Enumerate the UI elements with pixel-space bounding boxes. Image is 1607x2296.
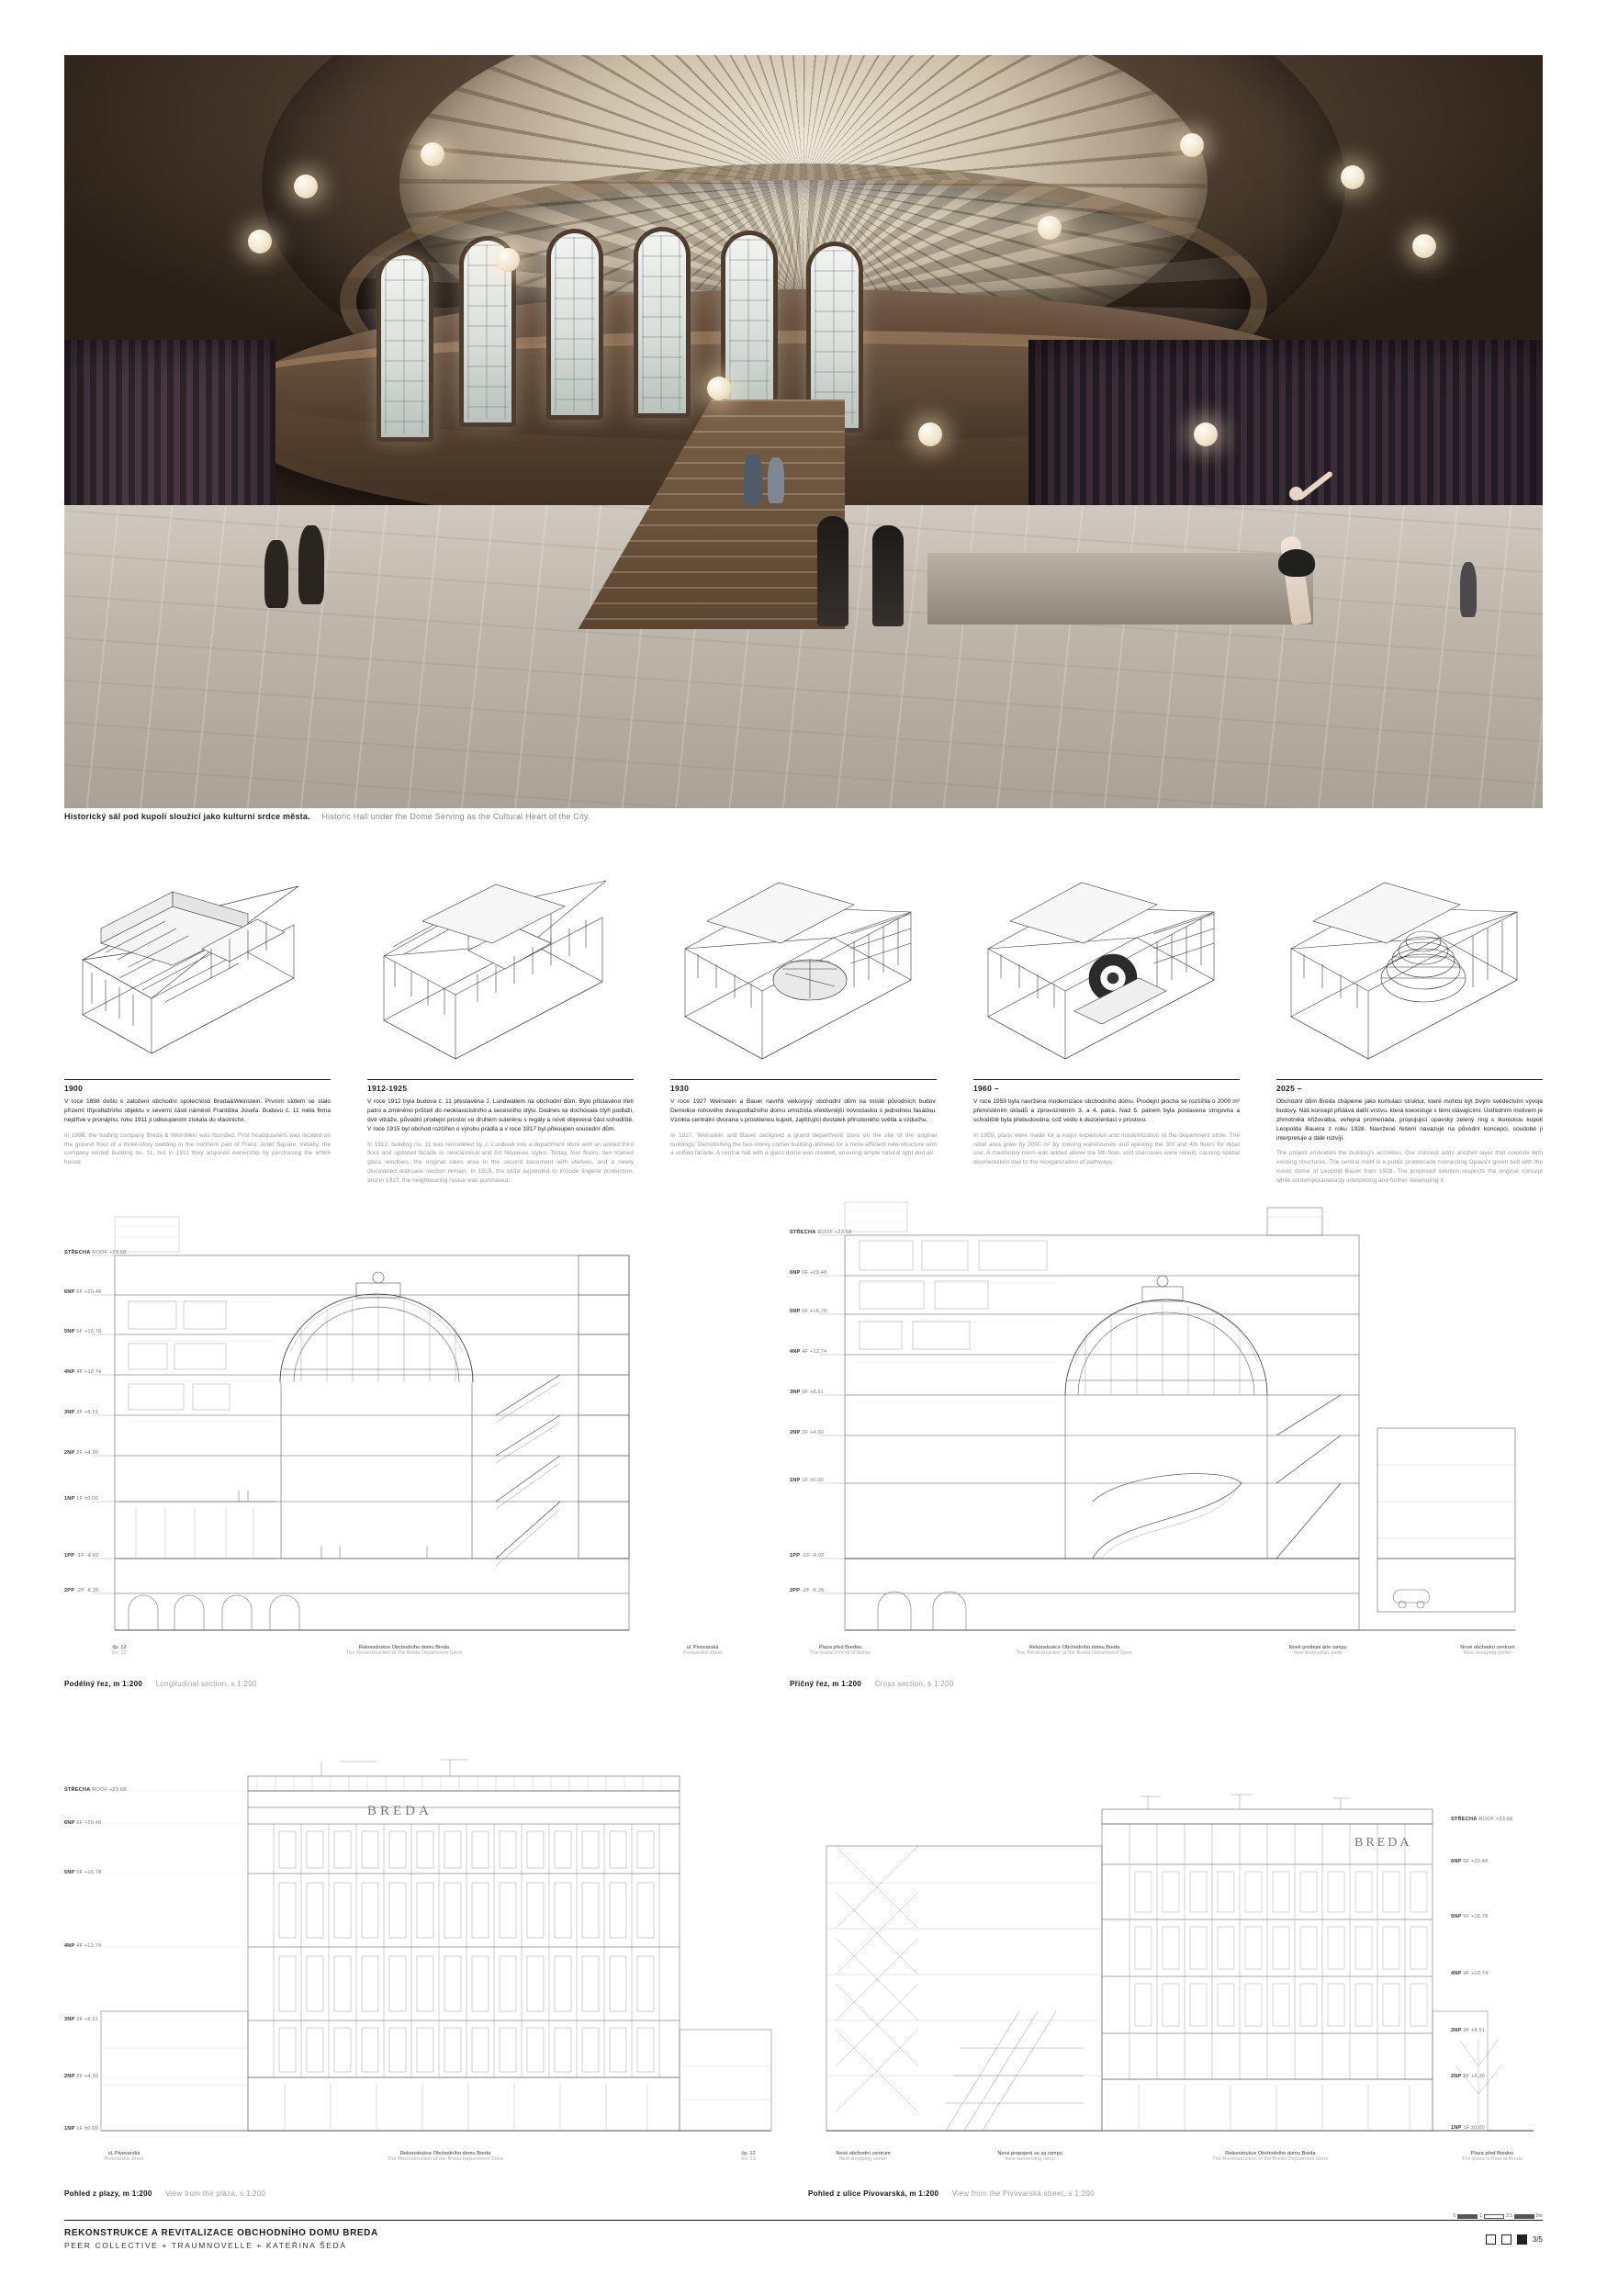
person-figure [1460,562,1477,617]
history-block-2025 [1276,1079,1543,1186]
axonometric-1960 [973,840,1240,1070]
arched-window [376,251,433,442]
pendant-light [496,248,520,272]
pivovarska-elevation-drawing: BREDA STŘECHA ROOF +23.68 6NP 6F +20.48 5NP 5F +16.78 4NP 4F +12.74 3NP 3F +8.51 2NP 2F +4.30 1NP 1F ±0.00 Nové obchodní centrum New shopping center Nové propojení se za rampu New connecting ramp Rekonstrukce Obchodního domu Breda The Reconstruction of the Breda Department Store Plaza před Bredou The plaza in front of Breda [808,1736,1543,2167]
arched-window [546,229,603,420]
history-text-cz: V roce 1898 došlo k založení obchodní společnosti Breda&Weinstein. Prvním sídlem se stalo přízemí třípodlažního objektu v severní části náměstí Františka Josefa. Budovu č. 11 měla firma nejdříve v pronájmu, roku 1911 ji odkoupením získala do vlastnictví. [64,1098,331,1123]
pendant-light [707,377,731,400]
section-caption: Rekonstrukce Obchodního domu Breda The Reconstruction of the Breda Department Store [345,1645,463,1656]
cellist-figure [872,525,904,626]
person-figure [298,525,324,604]
pendant-light [421,142,444,166]
history-text-en: In 1912, building no. 11 was remodeled by J. Lundwall into a department store with an added third floor and updated facade in neoclassical and Art Nouveau styles. Today, four floors, two stained glass windows, the original sales area in the second basement with shelves, and a newly discovered staircase section remain. In 1915, the store expanded to include lingerie production, and in 1917, the neighbouring house was purchased. [367,1141,634,1185]
section-caption: Nové prodejní árie rampy New pedestrian ramp [1288,1645,1347,1656]
pendant-light [1341,165,1365,189]
elevation-caption: Rekonstrukce Obchodního domu Breda The Reconstruction of the Breda Department Store [387,2151,504,2162]
section-caption: Rekonstrukce Obchodního domu Breda The Reconstruction of the Breda Department Store [1016,1645,1133,1656]
section-caption: čp. 12 no. 12 [112,1645,127,1656]
history-text-row [64,1079,1543,1186]
axonometric-1930 [670,840,937,1070]
svg-text:BREDA: BREDA [1354,1836,1412,1850]
scale-bar [1454,2213,1543,2219]
pendant-light [294,174,318,198]
longitudinal-section-drawing: STŘECHA ROOF +23.68 6NP 6F +20.48 5NP 5F +16.78 4NP 4F +12.74 3NP 3F +8.51 2NP 2F +4.30 1NP 1F ±0.00 1PP -1F -4.02 2PP -2F -6.26 čp. 12 no. 12 Rekonstrukce Obchodního domu Breda The Reconstruction of the Breda Department Store ul. Pivovarská Pivovarská street [64,1199,771,1658]
pivovarska-elevation-title [808,2189,1095,2198]
axonometric-1912-1925 [367,840,634,1070]
pivovarska-elevation-caption-row [808,2151,1543,2162]
longitudinal-caption-row [64,1645,771,1656]
elevation-caption: ul. Pivovarská Pivovarská street [104,2151,144,2162]
project-title: REKONSTRUKCE A REVITALIZACE OBCHODNÍHO DOMU BREDA [64,2228,378,2238]
history-text-en: In 1927, Weinstein and Bauer designed a grand department store on the site of the original buildings. Demolishing the two-storey corner building allowed for a more efficient new structure with a unified facade. A central hall with a glass dome was created, ensuring ample natural light and air. [670,1131,937,1157]
history-block-1930 [670,1079,937,1186]
longitudinal-section-title [64,1680,257,1688]
hero-caption-cz: Historický sál pod kupolí sloužící jako kulturní srdce města. [64,812,310,821]
stage-platform [927,553,1313,625]
elevation-caption: Nové obchodní centrum New shopping center [836,2151,891,2162]
history-text-cz: V roce 1912 byla budova č. 11 přestavěna J. Lundwallem na obchodní dům. Bylo přistavěno třetí patro a změněno průčelí do neoklasicistního a secesního stylu. Dodnes se dochovala čtyři podlaží, dvě vitráže, původní prodejní prostor ve druhém suterénu s regály a nově objevená část schodiště. V roce 1915 byl obchod rozšířen o výrobu prádla a v roce 1917 byl přikoupen sousední dům. [367,1098,634,1132]
svg-text:BREDA: BREDA [367,1804,433,1818]
elevation-caption: Rekonstrukce Obchodního domu Breda The Reconstruction of the Breda Department Store [1212,2151,1329,2162]
history-text-en: The project embodies the building's accretion. Our concept adds another layer that coexists with existing structures. The central motif is a public promenade connecting Opava's green belt with the iconic dome of Leopold Bauer from 1928. The proposed solution respects the original concept while contemporaneously interpreting and further developing it. [1276,1150,1543,1185]
pendant-light [1412,234,1436,258]
person-figure [768,457,784,503]
dancer-figure [1275,487,1322,625]
section-title-en: Cross section, s 1:200 [874,1680,954,1688]
history-year: 2025 – [1276,1079,1543,1093]
section-title-en: Longitudinal section, s 1:200 [155,1680,257,1688]
musicians-group [817,489,964,626]
cross-section-caption-row [790,1645,1543,1656]
plaza-elevation-caption-row [64,2151,790,2162]
elevation-title-en: View from the Pivovarská street, s 1:200 [951,2189,1095,2198]
hero-caption-en: Historic Hall under the Dome Serving as the Cultural Heart of the City. [321,812,590,821]
section-title-cz: Podélný řez, m 1:200 [64,1680,143,1688]
history-text-cz: Obchodní dům Breda chápeme jako kumulaci struktur, které mohou být živým svědectvím vývoje budovy. Náš koncept přidává další vrstvu, která koexistuje s těmi stávajícími. Ústředním motivem je zhmotnělá křižovatka, veřejná promenáda, propojující opavský zelený ring s ikonickou kupolí Leopolda Bauera z roku 1928. Navržené řešení navazuje na původní koncepci, soudobě ji interpretuje a dále rozvíjí. [1276,1098,1543,1142]
scale-label-1: 1 [1479,2213,1483,2219]
sections-row [64,1199,1543,1713]
pendant-light [1180,133,1204,157]
page-marker-box [1486,2234,1496,2245]
pendant-light [918,422,942,446]
scale-label-3: 5m [1536,2213,1543,2219]
axonometric-2025 [1276,840,1543,1070]
elevation-caption: Nové propojení se za rampu New connecting ramp [997,2151,1062,2162]
plaza-elevation-drawing: BREDA STŘECHA ROOF +23.68 6NP 6F +20.48 5NP 5F +16.78 4NP 4F +12.74 3NP 3F +8.51 2NP 2F +4.30 1NP 1F ±0.00 ul. Pivovarská Pivovarská street Rekonstrukce Obchodního domu Breda The Reconstruction of the Breda Department Store čp. 12 no. 12 [64,1736,790,2167]
history-year: 1930 [670,1079,937,1093]
pendant-light [1038,216,1062,240]
cross-section-title [790,1680,953,1688]
axonometric-1900 [64,840,331,1070]
person-figure [744,454,762,505]
history-text-cz: V roce 1959 byla navržena modernizace obchodního domu. Prodejní plocha se rozšířila o 2000 m² přemístěním skladů a zprovozněním 3. a 4. patra. Nad 5. patrem byla postavena strojovna a schodiště byla přebudována, což vedlo k dezorientaci v prostoru. [973,1098,1240,1123]
history-block-1900 [64,1079,331,1186]
project-authors: PEER COLLECTIVE + TRAUMNOVELLE + KATEŘINA ŠEDÁ [64,2241,347,2250]
elevation-caption: čp. 12 no. 12 [741,2151,756,2162]
history-block-1960 [973,1079,1240,1186]
history-text-en: In 1959, plans were made for a major expansion and modernization of the department store. The retail area grew by 2000 m² by moving warehouses and opening the 3rd and 4th floors for retail use. A machinery room was added above the 5th floor, and staircases were rebuilt, causing spatial disorientation due to the reorganization of pathways. [973,1131,1240,1166]
presentation-sheet [64,55,1543,2250]
history-year: 1912-1925 [367,1079,634,1093]
arched-window [634,227,691,418]
page-marker-box [1501,2234,1511,2245]
page-marker-box-active [1517,2234,1527,2245]
hero-render [64,55,1543,808]
history-block-1912-1925 [367,1079,634,1186]
cross-section-drawing: STŘECHA ROOF +23.68 6NP 6F +20.48 5NP 5F +16.78 4NP 4F +12.74 3NP 3F +8.51 2NP 2F +4.30 1NP 1F ±0.00 1PP -1F -4.02 2PP -2F -6.26 Plaza před Bredou The plaza in front of Breda Rekonstrukce Obchodního domu Breda The Reconstruction of the Breda Department Store Nové prodejní árie rampy New pedestrian ramp Nové obchodní centrum New shopping center [790,1199,1543,1658]
elevation-caption: Plaza před Bredou The plaza in front of Breda [1462,2151,1523,2162]
history-text-en: In 1898, the trading company Breda & Weinstein was founded. First headquarters was located on the ground floor of a three-story building in the northern part of Franz Josef Square. Initially, the company rented building no. 11, but in 1911 they acquired ownership by purchasing the entire house. [64,1131,331,1166]
history-year: 1900 [64,1079,331,1093]
plaza-elevation-title [64,2189,265,2198]
elevation-title-cz: Pohled z ulice Pivovarská, m 1:200 [808,2189,939,2198]
scale-label-2: 2.5 [1506,2213,1513,2219]
sheet-footer [64,2213,1543,2250]
page-number: 3/5 [1532,2235,1543,2244]
violinist-figure [817,516,848,626]
scale-label-0: 0 [1453,2213,1456,2219]
section-caption: Plaza před Bredou The plaza in front of Breda [810,1645,871,1656]
elevations-row [64,1736,1543,2213]
pendant-light [248,230,272,253]
elevation-title-en: View from the plaza, s 1:200 [165,2189,266,2198]
hero-caption [64,812,1543,821]
section-title-cz: Příčný řez, m 1:200 [790,1680,862,1688]
elevation-title-cz: Pohled z plazy, m 1:200 [64,2189,152,2198]
person-figure [264,540,288,608]
history-text-cz: V roce 1927 Weinstein a Bauer navrhli velkorysý obchodní dům na místě původních budov. Demolice rohového dvoupodlažního domu umožnila efektivnější novostavbu s jednotnou fasádou. Vznikla centrální dvorana s prosklenou kupolí, zajišťující dostatek přirozeného světla a vzduchu. [670,1098,937,1123]
section-caption: ul. Pivovarská Pivovarská street [682,1645,723,1656]
history-year: 1960 – [973,1079,1240,1093]
axonometric-diagram-row [64,840,1543,1084]
section-caption: Nové obchodní centrum New shopping center [1460,1645,1515,1656]
page-indicator [1486,2234,1543,2245]
pendant-light [1194,422,1218,446]
